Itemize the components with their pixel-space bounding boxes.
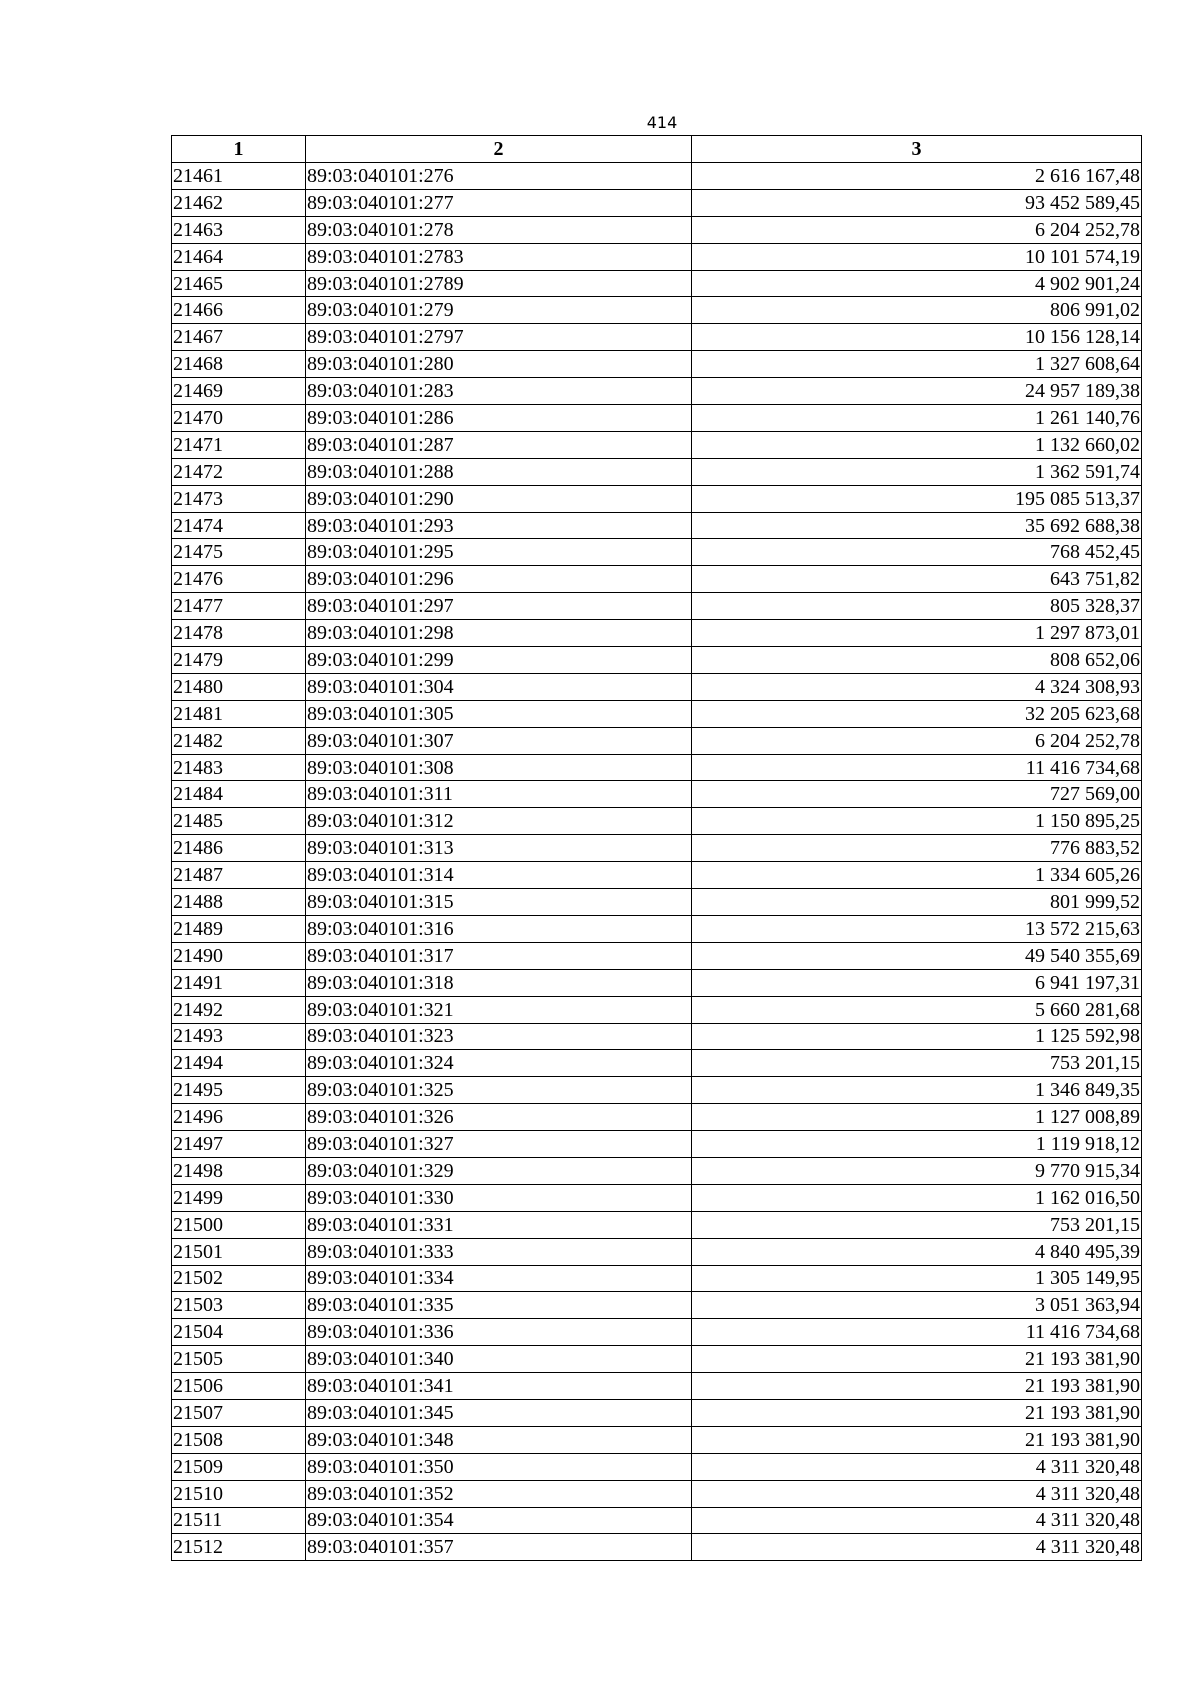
cadastral-number-cell: 89:03:040101:314 [306, 862, 692, 889]
row-number-cell: 21507 [172, 1399, 306, 1426]
table-row [172, 1157, 1142, 1184]
cadastral-value-cell: 6 204 252,78 [692, 727, 1142, 754]
cadastral-value-cell: 1 132 660,02 [692, 431, 1142, 458]
table-row [172, 566, 1142, 593]
cadastral-number-cell: 89:03:040101:345 [306, 1399, 692, 1426]
table-row [172, 915, 1142, 942]
cadastral-value-cell: 806 991,02 [692, 297, 1142, 324]
cadastral-value-cell: 13 572 215,63 [692, 915, 1142, 942]
table-row [172, 324, 1142, 351]
row-number-cell: 21503 [172, 1292, 306, 1319]
table-row [172, 969, 1142, 996]
cadastral-number-cell: 89:03:040101:276 [306, 163, 692, 190]
cadastral-number-cell: 89:03:040101:308 [306, 754, 692, 781]
table-row [172, 808, 1142, 835]
cadastral-value-cell: 1 150 895,25 [692, 808, 1142, 835]
table-row [172, 620, 1142, 647]
cadastral-number-cell: 89:03:040101:313 [306, 835, 692, 862]
row-number-cell: 21479 [172, 647, 306, 674]
table-row [172, 754, 1142, 781]
cadastral-value-cell: 6 941 197,31 [692, 969, 1142, 996]
table-header [172, 136, 1142, 163]
table-row [172, 351, 1142, 378]
row-number-cell: 21501 [172, 1238, 306, 1265]
table-row [172, 1104, 1142, 1131]
row-number-cell: 21508 [172, 1426, 306, 1453]
cadastral-number-cell: 89:03:040101:279 [306, 297, 692, 324]
cadastral-number-cell: 89:03:040101:354 [306, 1507, 692, 1534]
table-row [172, 1023, 1142, 1050]
column-header-1: 1 [172, 136, 306, 163]
cadastral-value-cell: 6 204 252,78 [692, 216, 1142, 243]
cadastral-value-cell: 1 162 016,50 [692, 1184, 1142, 1211]
row-number-cell: 21496 [172, 1104, 306, 1131]
table-row [172, 539, 1142, 566]
cadastral-value-cell: 1 127 008,89 [692, 1104, 1142, 1131]
cadastral-number-cell: 89:03:040101:315 [306, 889, 692, 916]
cadastral-number-cell: 89:03:040101:307 [306, 727, 692, 754]
row-number-cell: 21493 [172, 1023, 306, 1050]
cadastral-number-cell: 89:03:040101:350 [306, 1453, 692, 1480]
cadastral-number-cell: 89:03:040101:326 [306, 1104, 692, 1131]
cadastral-number-cell: 89:03:040101:333 [306, 1238, 692, 1265]
cadastral-number-cell: 89:03:040101:296 [306, 566, 692, 593]
row-number-cell: 21469 [172, 378, 306, 405]
cadastral-value-cell: 93 452 589,45 [692, 189, 1142, 216]
table-row [172, 1346, 1142, 1373]
row-number-cell: 21480 [172, 673, 306, 700]
table-row [172, 727, 1142, 754]
table-row [172, 593, 1142, 620]
row-number-cell: 21468 [172, 351, 306, 378]
cadastral-value-cell: 753 201,15 [692, 1050, 1142, 1077]
cadastral-number-cell: 89:03:040101:352 [306, 1480, 692, 1507]
cadastral-number-cell: 89:03:040101:311 [306, 781, 692, 808]
row-number-cell: 21478 [172, 620, 306, 647]
table-row [172, 243, 1142, 270]
cadastral-value-cell: 11 416 734,68 [692, 754, 1142, 781]
cadastral-value-cell: 21 193 381,90 [692, 1373, 1142, 1400]
table-row [172, 189, 1142, 216]
cadastral-number-cell: 89:03:040101:286 [306, 405, 692, 432]
table-row [172, 512, 1142, 539]
cadastral-value-cell: 4 840 495,39 [692, 1238, 1142, 1265]
row-number-cell: 21476 [172, 566, 306, 593]
cadastral-value-cell: 1 327 608,64 [692, 351, 1142, 378]
table-row [172, 781, 1142, 808]
cadastral-number-cell: 89:03:040101:334 [306, 1265, 692, 1292]
table-row [172, 1211, 1142, 1238]
header-row [172, 136, 1142, 163]
cadastral-value-cell: 3 051 363,94 [692, 1292, 1142, 1319]
cadastral-value-cell: 1 334 605,26 [692, 862, 1142, 889]
cadastral-value-cell: 21 193 381,90 [692, 1426, 1142, 1453]
cadastral-value-cell: 805 328,37 [692, 593, 1142, 620]
row-number-cell: 21462 [172, 189, 306, 216]
cadastral-value-cell: 10 101 574,19 [692, 243, 1142, 270]
row-number-cell: 21466 [172, 297, 306, 324]
table-row [172, 1265, 1142, 1292]
cadastral-number-cell: 89:03:040101:280 [306, 351, 692, 378]
cadastral-number-cell: 89:03:040101:357 [306, 1534, 692, 1561]
row-number-cell: 21489 [172, 915, 306, 942]
table-row [172, 405, 1142, 432]
cadastral-value-cell: 32 205 623,68 [692, 700, 1142, 727]
table-row [172, 216, 1142, 243]
row-number-cell: 21497 [172, 1131, 306, 1158]
cadastral-value-cell: 4 311 320,48 [692, 1480, 1142, 1507]
cadastral-number-cell: 89:03:040101:331 [306, 1211, 692, 1238]
cadastral-number-cell: 89:03:040101:341 [306, 1373, 692, 1400]
row-number-cell: 21486 [172, 835, 306, 862]
cadastral-number-cell: 89:03:040101:297 [306, 593, 692, 620]
row-number-cell: 21511 [172, 1507, 306, 1534]
row-number-cell: 21484 [172, 781, 306, 808]
row-number-cell: 21488 [172, 889, 306, 916]
cadastral-number-cell: 89:03:040101:278 [306, 216, 692, 243]
table-row [172, 673, 1142, 700]
table-row [172, 1534, 1142, 1561]
cadastral-number-cell: 89:03:040101:318 [306, 969, 692, 996]
table-row [172, 1131, 1142, 1158]
table-row [172, 862, 1142, 889]
row-number-cell: 21475 [172, 539, 306, 566]
row-number-cell: 21510 [172, 1480, 306, 1507]
row-number-cell: 21509 [172, 1453, 306, 1480]
cadastral-number-cell: 89:03:040101:2797 [306, 324, 692, 351]
cadastral-number-cell: 89:03:040101:330 [306, 1184, 692, 1211]
cadastral-value-cell: 10 156 128,14 [692, 324, 1142, 351]
row-number-cell: 21490 [172, 942, 306, 969]
cadastral-number-cell: 89:03:040101:312 [306, 808, 692, 835]
table-row [172, 1050, 1142, 1077]
row-number-cell: 21492 [172, 996, 306, 1023]
row-number-cell: 21477 [172, 593, 306, 620]
row-number-cell: 21471 [172, 431, 306, 458]
column-header-3: 3 [692, 136, 1142, 163]
cadastral-number-cell: 89:03:040101:304 [306, 673, 692, 700]
cadastral-value-cell: 11 416 734,68 [692, 1319, 1142, 1346]
row-number-cell: 21502 [172, 1265, 306, 1292]
row-number-cell: 21464 [172, 243, 306, 270]
cadastral-number-cell: 89:03:040101:317 [306, 942, 692, 969]
cadastral-value-cell: 4 902 901,24 [692, 270, 1142, 297]
cadastral-value-cell: 4 311 320,48 [692, 1534, 1142, 1561]
cadastral-number-cell: 89:03:040101:340 [306, 1346, 692, 1373]
table-row [172, 270, 1142, 297]
cadastral-number-cell: 89:03:040101:335 [306, 1292, 692, 1319]
table-row [172, 378, 1142, 405]
table-row [172, 1399, 1142, 1426]
table-row [172, 1373, 1142, 1400]
row-number-cell: 21512 [172, 1534, 306, 1561]
table-row [172, 1453, 1142, 1480]
row-number-cell: 21494 [172, 1050, 306, 1077]
row-number-cell: 21506 [172, 1373, 306, 1400]
cadastral-number-cell: 89:03:040101:277 [306, 189, 692, 216]
table-row [172, 700, 1142, 727]
table-row [172, 942, 1142, 969]
cadastral-value-cell: 24 957 189,38 [692, 378, 1142, 405]
cadastral-value-table [171, 135, 1142, 1561]
table-row [172, 835, 1142, 862]
cadastral-number-cell: 89:03:040101:2789 [306, 270, 692, 297]
cadastral-value-cell: 21 193 381,90 [692, 1346, 1142, 1373]
row-number-cell: 21467 [172, 324, 306, 351]
cadastral-value-cell: 35 692 688,38 [692, 512, 1142, 539]
cadastral-value-cell: 727 569,00 [692, 781, 1142, 808]
cadastral-value-cell: 1 261 140,76 [692, 405, 1142, 432]
cadastral-number-cell: 89:03:040101:298 [306, 620, 692, 647]
cadastral-number-cell: 89:03:040101:305 [306, 700, 692, 727]
row-number-cell: 21500 [172, 1211, 306, 1238]
row-number-cell: 21491 [172, 969, 306, 996]
column-header-2: 2 [306, 136, 692, 163]
row-number-cell: 21487 [172, 862, 306, 889]
cadastral-number-cell: 89:03:040101:327 [306, 1131, 692, 1158]
table-row [172, 163, 1142, 190]
row-number-cell: 21505 [172, 1346, 306, 1373]
table-row [172, 1507, 1142, 1534]
cadastral-number-cell: 89:03:040101:290 [306, 485, 692, 512]
row-number-cell: 21498 [172, 1157, 306, 1184]
cadastral-value-cell: 753 201,15 [692, 1211, 1142, 1238]
row-number-cell: 21470 [172, 405, 306, 432]
table-row [172, 1238, 1142, 1265]
row-number-cell: 21482 [172, 727, 306, 754]
cadastral-number-cell: 89:03:040101:295 [306, 539, 692, 566]
row-number-cell: 21472 [172, 458, 306, 485]
row-number-cell: 21485 [172, 808, 306, 835]
cadastral-number-cell: 89:03:040101:293 [306, 512, 692, 539]
table-body [172, 163, 1142, 1561]
row-number-cell: 21463 [172, 216, 306, 243]
cadastral-value-cell: 776 883,52 [692, 835, 1142, 862]
table-row [172, 458, 1142, 485]
table-row [172, 1319, 1142, 1346]
table-row [172, 1426, 1142, 1453]
table-row [172, 485, 1142, 512]
row-number-cell: 21495 [172, 1077, 306, 1104]
cadastral-number-cell: 89:03:040101:323 [306, 1023, 692, 1050]
cadastral-value-cell: 5 660 281,68 [692, 996, 1142, 1023]
cadastral-number-cell: 89:03:040101:336 [306, 1319, 692, 1346]
row-number-cell: 21481 [172, 700, 306, 727]
cadastral-value-cell: 4 311 320,48 [692, 1507, 1142, 1534]
row-number-cell: 21465 [172, 270, 306, 297]
row-number-cell: 21483 [172, 754, 306, 781]
cadastral-value-cell: 4 311 320,48 [692, 1453, 1142, 1480]
row-number-cell: 21461 [172, 163, 306, 190]
table-row [172, 996, 1142, 1023]
table-row [172, 647, 1142, 674]
cadastral-value-cell: 4 324 308,93 [692, 673, 1142, 700]
cadastral-value-cell: 1 305 149,95 [692, 1265, 1142, 1292]
cadastral-number-cell: 89:03:040101:316 [306, 915, 692, 942]
row-number-cell: 21473 [172, 485, 306, 512]
cadastral-value-cell: 21 193 381,90 [692, 1399, 1142, 1426]
cadastral-number-cell: 89:03:040101:288 [306, 458, 692, 485]
cadastral-value-cell: 801 999,52 [692, 889, 1142, 916]
table-row [172, 431, 1142, 458]
cadastral-number-cell: 89:03:040101:321 [306, 996, 692, 1023]
cadastral-value-cell: 49 540 355,69 [692, 942, 1142, 969]
cadastral-number-cell: 89:03:040101:324 [306, 1050, 692, 1077]
cadastral-value-cell: 195 085 513,37 [692, 485, 1142, 512]
cadastral-number-cell: 89:03:040101:287 [306, 431, 692, 458]
cadastral-value-cell: 1 297 873,01 [692, 620, 1142, 647]
cadastral-value-cell: 1 119 918,12 [692, 1131, 1142, 1158]
cadastral-value-cell: 768 452,45 [692, 539, 1142, 566]
cadastral-value-cell: 9 770 915,34 [692, 1157, 1142, 1184]
cadastral-number-cell: 89:03:040101:283 [306, 378, 692, 405]
cadastral-value-cell: 1 346 849,35 [692, 1077, 1142, 1104]
cadastral-number-cell: 89:03:040101:329 [306, 1157, 692, 1184]
cadastral-value-cell: 2 616 167,48 [692, 163, 1142, 190]
page-number: 414 [646, 113, 678, 132]
row-number-cell: 21504 [172, 1319, 306, 1346]
table-row [172, 889, 1142, 916]
table-row [172, 1292, 1142, 1319]
cadastral-value-cell: 643 751,82 [692, 566, 1142, 593]
table-row [172, 1077, 1142, 1104]
cadastral-number-cell: 89:03:040101:348 [306, 1426, 692, 1453]
cadastral-value-cell: 1 362 591,74 [692, 458, 1142, 485]
row-number-cell: 21474 [172, 512, 306, 539]
cadastral-number-cell: 89:03:040101:325 [306, 1077, 692, 1104]
cadastral-number-cell: 89:03:040101:2783 [306, 243, 692, 270]
cadastral-number-cell: 89:03:040101:299 [306, 647, 692, 674]
cadastral-value-cell: 1 125 592,98 [692, 1023, 1142, 1050]
row-number-cell: 21499 [172, 1184, 306, 1211]
table-row [172, 297, 1142, 324]
table-row [172, 1480, 1142, 1507]
cadastral-value-cell: 808 652,06 [692, 647, 1142, 674]
table-row [172, 1184, 1142, 1211]
